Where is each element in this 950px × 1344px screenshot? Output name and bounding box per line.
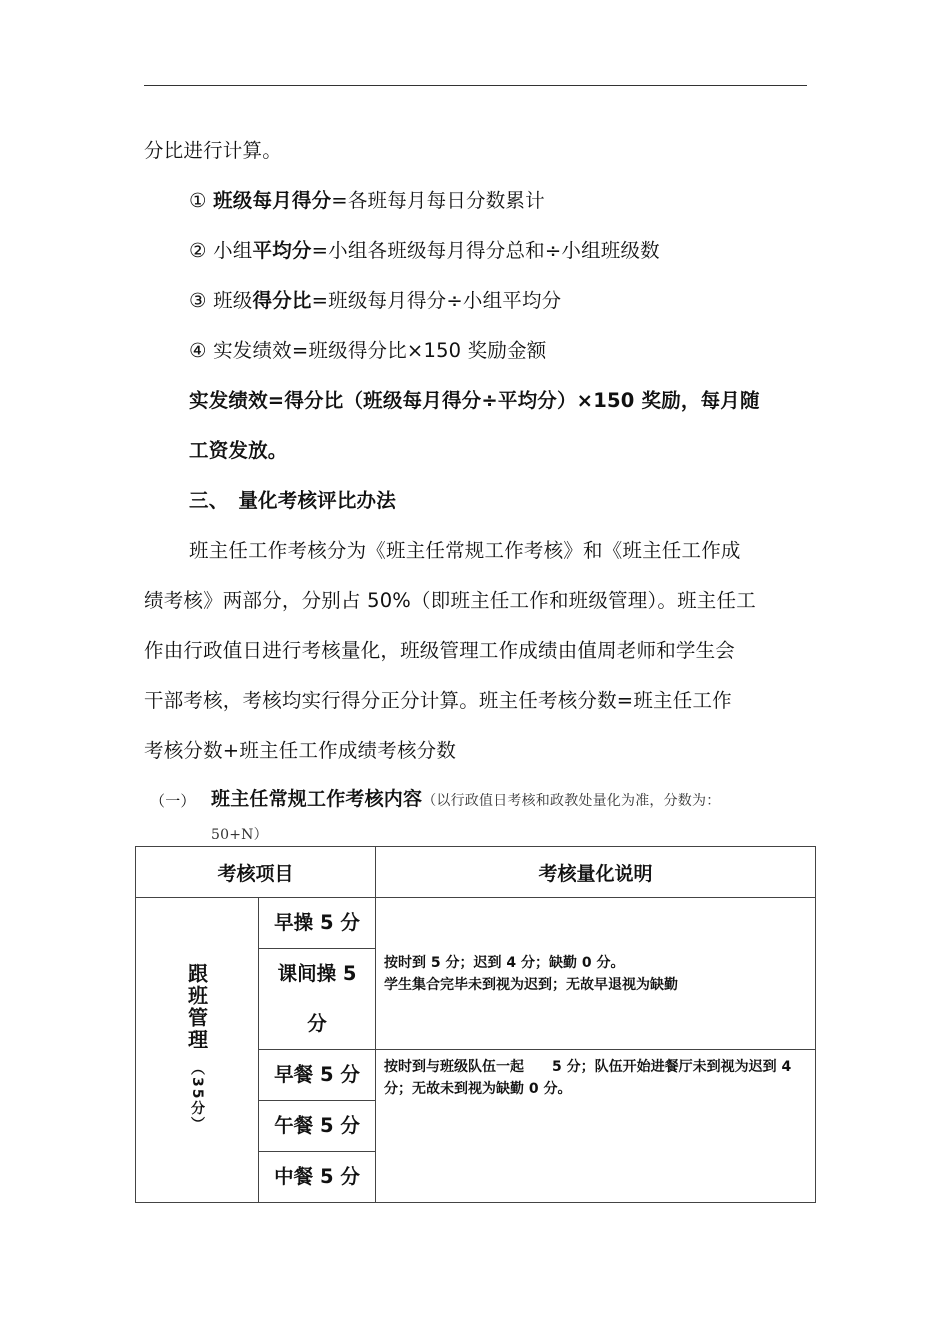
formula-text: 小组 [213,239,253,262]
formula-4: ④ 实发绩效=班级得分比×150 奖励金额 [189,339,547,362]
category-label: 跟班管理 [184,963,209,1052]
formula-text: =小组各班级每月得分总和÷小组班级数 [311,239,660,262]
subsection-title [211,784,720,816]
header-rule [144,85,807,86]
formula-number: ③ [189,289,207,312]
formula-number: ② [189,239,207,262]
formula-2 [189,236,660,266]
header-desc: 考核量化说明 [376,847,816,898]
section-heading: 三、 量化考核评比办法 [189,489,396,512]
paragraph-line: 分比进行计算。 [144,139,282,162]
formula-text: =班级每月得分÷小组平均分 [311,289,562,312]
category-cell [136,898,259,1203]
formula-3 [189,286,561,316]
item-cell: 早餐 5 分 [259,1050,376,1101]
formula-text: =各班每月每日分数累计 [331,189,545,212]
paragraph-line: 班主任工作考核分为《班主任常规工作考核》和《班主任工作成 [189,539,741,562]
subsection-number: （一） [150,792,196,810]
assessment-table [135,846,816,1203]
item-cell: 午餐 5 分 [259,1101,376,1152]
paragraph-line: 作由行政值日进行考核量化，班级管理工作成绩由值周老师和学生会 [144,639,736,662]
formula-term: 平均分 [252,239,312,262]
item-cell: 课间操 5 [259,949,376,1000]
paragraph-line: 干部考核，考核均实行得分正分计算。班主任考核分数=班主任工作 [144,689,732,712]
desc-cell [376,898,816,1050]
desc-line: 学生集合完毕未到视为迟到；无故早退视为缺勤 [384,976,679,993]
summary-line: 工资发放。 [189,439,288,462]
desc-cell: 按时到与班级队伍一起 5 分；队伍开始进餐厅未到视为迟到 4 分；无故未到视为缺勤 0 分。 [376,1050,816,1203]
formula-term: 班级每月得分 [213,189,332,212]
subsection-note: （以行政值日考核和政教处量化为准，分数为： [422,793,721,809]
header-item: 考核项目 [136,847,376,898]
summary-line: 实发绩效=得分比（班级每月得分÷平均分）×150 奖励，每月随 [189,389,760,412]
desc-line: 按时到 5 分；迟到 4 分；缺勤 0 分。 [384,954,625,971]
paragraph-line: 绩考核》两部分，分别占 50%（即班主任工作和班级管理）。班主任工 [144,589,756,612]
item-cell: 早操 5 分 [259,898,376,949]
item-cell-cont: 分 [259,999,376,1050]
formula-term: 得分比 [252,289,312,312]
formula-1 [189,186,545,216]
subsection-title-text: 班主任常规工作考核内容 [211,788,423,810]
paragraph-line: 考核分数+班主任工作成绩考核分数 [144,739,457,762]
category-score: （35分） [189,1061,205,1133]
subsection-note-cont: 50+N） [211,827,268,843]
formula-text: 班级 [213,289,253,312]
formula-number: ① [189,189,207,212]
item-cell: 中餐 5 分 [259,1152,376,1203]
